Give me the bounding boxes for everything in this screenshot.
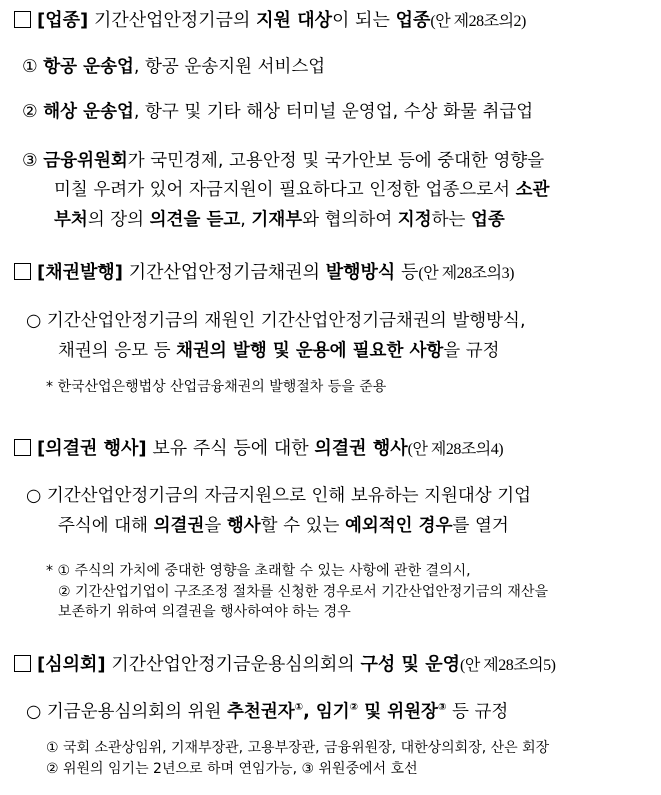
text-segment: 을 규정 — [443, 341, 500, 361]
article-reference: (안 제28조의3) — [418, 265, 514, 282]
emphasis-text: [업종] — [37, 10, 89, 31]
list-item-continued — [54, 212, 505, 230]
emphasis-text: 항공 운송업 — [43, 57, 134, 77]
checkbox-square-icon — [14, 655, 31, 672]
text-segment: ③ — [437, 702, 447, 713]
emphasis-text: [심의회] — [37, 654, 106, 675]
text-segment: 미칠 우려가 있어 자금지원이 필요하다고 인정한 업종으로서 — [54, 180, 516, 200]
emphasis-text: 의견을 듣고 — [149, 210, 241, 230]
emphasis-text: 기재부 — [251, 210, 303, 230]
footnote: 보존하기 위하여 의결권을 행사하여야 하는 경우 — [58, 604, 351, 620]
emphasis-text: 지정 — [397, 210, 432, 230]
text-segment: 기간산업안정기금의 — [88, 10, 257, 31]
text-segment: , 항공 운송지원 서비스업 — [133, 57, 326, 77]
text-segment: ○ 기간산업안정기금의 재원인 기간산업안정기금채권의 발행방식, — [26, 311, 526, 331]
article-reference: (안 제28조의4) — [407, 441, 504, 458]
text-segment: 주식에 대해 — [58, 516, 154, 536]
text-segment: ○ 기금운용심의회의 위원 — [26, 701, 228, 722]
emphasis-text: 구성 및 운영 — [360, 654, 460, 675]
text-segment: , — [240, 210, 252, 230]
emphasis-text: 지원 대상 — [256, 10, 332, 31]
emphasis-text: [의결권 행사] — [37, 438, 147, 459]
text-segment: 기간산업안정기금채권의 — [123, 262, 326, 283]
bullet-item-continued — [58, 518, 509, 536]
text-segment: 와 협의하여 — [302, 210, 398, 230]
text-segment: ② — [22, 102, 44, 122]
text-segment: 를 열거 — [452, 516, 509, 536]
text-segment: ② — [349, 702, 359, 713]
bullet-item — [26, 488, 531, 506]
emphasis-text: [채권발행] — [37, 262, 124, 283]
emphasis-text: 발행방식 — [325, 262, 396, 283]
text-segment: 이 되는 — [332, 10, 396, 31]
text-segment: 가 국민경제, 고용안정 및 국가안보 등에 중대한 영향을 — [127, 151, 545, 171]
emphasis-text: 채권의 발행 및 운용에 필요한 사항 — [176, 341, 444, 361]
emphasis-text: 업종 — [395, 10, 431, 31]
bullet-item — [26, 313, 526, 331]
text-segment: 을 — [204, 516, 227, 536]
text-segment: ○ 기간산업안정기금의 자금지원으로 인해 보유하는 지원대상 기업 — [26, 486, 532, 506]
emphasis-text: 소관 — [515, 180, 550, 200]
footnote: * 한국산업은행법상 산업금융채권의 발행절차 등을 준용 — [46, 379, 387, 395]
footnote: ① 국회 소관상임위, 기재부장관, 고용부장관, 금융위원장, 대한상의회장, 산은 회장 — [46, 740, 550, 756]
footnote: ② 위원의 임기는 2년으로 하며 연임가능, ③ 위원중에서 호선 — [46, 761, 418, 777]
list-item — [22, 59, 325, 77]
text-segment: ③ — [22, 151, 44, 171]
emphasis-text: 행사 — [226, 516, 261, 536]
text-segment: 등 — [395, 262, 419, 283]
text-segment: 보유 주식 등에 대한 — [146, 438, 315, 459]
list-item-continued — [54, 182, 549, 200]
emphasis-text: 예외적인 경우 — [344, 516, 453, 536]
emphasis-text: 업종 — [470, 210, 505, 230]
list-item — [22, 104, 533, 122]
section-heading-industry — [14, 11, 526, 30]
text-segment: ① — [294, 702, 304, 713]
section-heading-voting — [14, 439, 503, 458]
text-segment: 의 장의 — [87, 210, 150, 230]
footnote: ② 기간산업기업이 구조조정 절차를 신청한 경우로서 기간산업안정기금의 재산을 — [58, 584, 548, 600]
emphasis-text: 의결권 — [153, 516, 205, 536]
checkbox-square-icon — [14, 263, 31, 280]
bullet-item-continued — [58, 343, 500, 361]
footnote: * ① 주식의 가치에 중대한 영향을 초래할 수 있는 사항에 관한 결의시, — [46, 563, 471, 579]
emphasis-text: 추천권자 — [227, 701, 295, 722]
text-segment: 채권의 응모 등 — [58, 341, 177, 361]
list-item — [22, 153, 544, 171]
article-reference: (안 제28조의2) — [430, 13, 526, 30]
emphasis-text: 및 위원장 — [358, 701, 438, 722]
emphasis-text: 해상 운송업 — [43, 102, 134, 122]
emphasis-text: 부처 — [54, 210, 88, 230]
text-segment: 등 규정 — [446, 701, 509, 722]
text-segment: 기간산업안정기금운용심의회의 — [105, 654, 361, 675]
checkbox-square-icon — [14, 439, 31, 456]
text-segment: ① — [22, 57, 44, 77]
bullet-item — [26, 703, 508, 721]
text-segment: , 항구 및 기타 해상 터미널 운영업, 수상 화물 취급업 — [133, 102, 534, 122]
emphasis-text: 의결권 행사 — [314, 438, 408, 459]
section-heading-bond — [14, 263, 514, 282]
article-reference: (안 제28조의5) — [459, 657, 556, 674]
checkbox-square-icon — [14, 11, 31, 28]
text-segment: 할 수 있는 — [260, 516, 345, 536]
section-heading-committee — [14, 655, 555, 674]
emphasis-text: , 임기 — [303, 701, 350, 722]
emphasis-text: 금융위원회 — [43, 151, 128, 171]
text-segment: 하는 — [431, 210, 471, 230]
